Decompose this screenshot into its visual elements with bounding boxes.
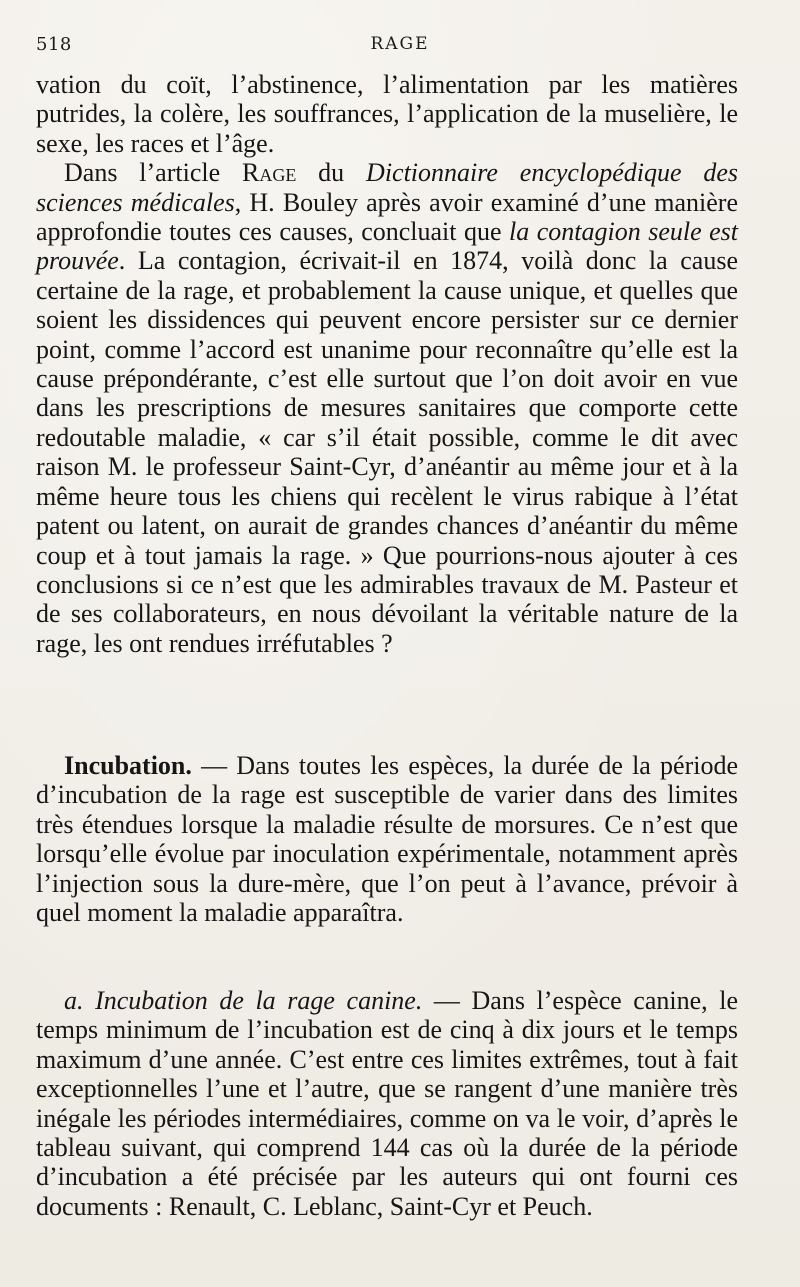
article-term: Rage xyxy=(241,158,297,188)
section-incubation xyxy=(36,751,738,927)
section-heading-incubation: Incubation. xyxy=(64,751,192,780)
running-header xyxy=(36,30,764,60)
paragraph-bouley-intro: Dans l’article xyxy=(64,158,242,188)
dictionary-title: Dictionnaire encyclopédique des sciences médicales xyxy=(36,158,739,217)
paragraph-bouley-rest: . La contagion, écrivait-il en 1874, voilà donc la cause certaine de la rage, et probablement la cause unique, et quelles que soient les dissidences qui peuvent encore persister sur ce dernier point, comme l’accord est unanime pour reconnaître qu’elle est la cause prépondérante, c’est elle surtout que l’on doit avoir en vue dans les prescriptions de mesures sanitaires que comporte cette redoutable maladie, « car s’il était possible, comme le dit avec raison M. le professeur Saint-Cyr, d’anéantir au même jour et à la même heure tous les chiens qui recèlent le virus rabique à l’état patent ou latent, on aurait de grandes chances d’anéantir du même coup et à tout jamais la rage. » Que pourrions-nous ajouter à ces conclusions si ce n’est que les admirables travaux de M. Pasteur et de ses collaborateurs, en nous dévoilant la véritable nature de la rage, les ont rendues irréfutables ? xyxy=(36,246,738,658)
subsection-canine-text: — Dans l’espèce canine, le temps minimum de l’incubation est de cinq à dix jours et le temps maximum d’une année. C’est entre ces limites extrêmes, tout à fait exceptionnelles l’une et l’autre, que se rangent d’une manière très inégale les périodes intermédiaires, comme on va le voir, d’après le tableau suivant, qui comprend 144 cas où la durée de la période d’incubation a été précisée par les auteurs qui ont fourni ces documents : Renault, C. Leblanc, Saint-Cyr et Peuch. xyxy=(36,986,739,1221)
subsection-canine xyxy=(36,986,738,1221)
section-incubation-text: — Dans toutes les espèces, la durée de la période d’incubation de la rage est susceptible de varier dans des limites très étendues lorsque la maladie résulte de morsures. Ce n’est que lorsqu’elle évolue par inoculation expérimentale, notamment après l’injection sous la dure-mère, que l’on peut à l’avance, prévoir à quel moment la maladie apparaîtra. xyxy=(36,751,738,928)
paragraph-bouley xyxy=(36,158,738,658)
paragraph-bouley-after-term: du xyxy=(296,158,367,188)
main-text-upper xyxy=(36,70,738,658)
page-number: 518 xyxy=(36,34,72,55)
italic-conclusion: la contagion seule est prouvée xyxy=(36,217,738,276)
paragraph-bouley-middle: , H. Bouley après avoir examiné d’une manière approfondie toutes ces causes, concluait que xyxy=(36,187,738,247)
paragraph-causes-end: vation du coït, l’abstinence, l’alimentation par les matières putrides, la colère, les souffrances, l’application de la muselière, le sexe, les races et l’âge. xyxy=(36,70,738,158)
subsection-heading-canine: a. Incubation de la rage canine. xyxy=(64,986,423,1015)
main-text-incubation xyxy=(36,751,738,927)
main-text-canine xyxy=(36,986,738,1221)
running-title: RAGE xyxy=(370,34,430,54)
